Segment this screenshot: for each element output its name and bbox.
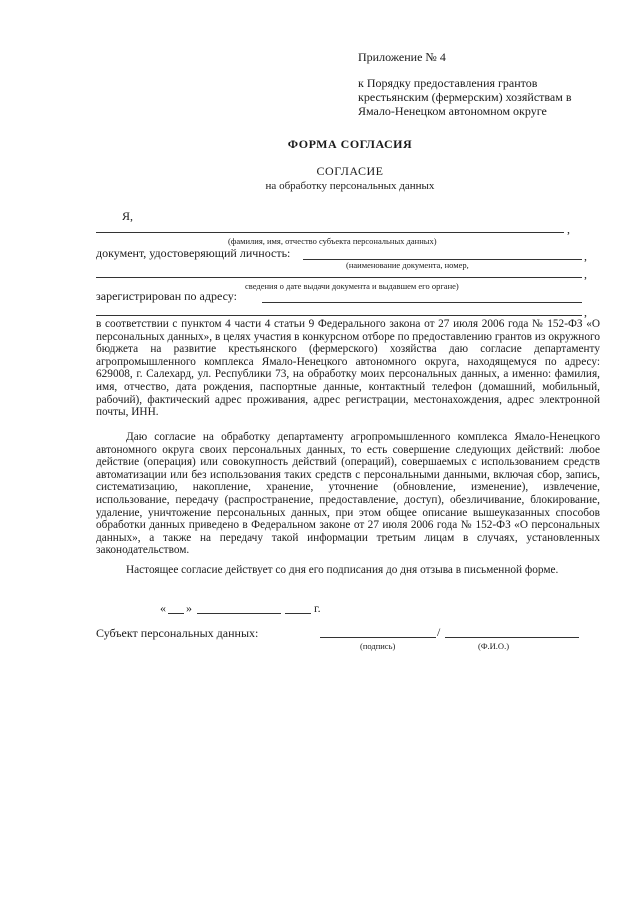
signature-label: Субъект персональных данных: [96,626,259,640]
doc-details-line[interactable] [96,277,582,278]
signature-slash: / [437,625,441,639]
address-label: зарегистрирован по адресу: [96,289,237,303]
appendix-line-3: Ямало-Ненецком автономном округе [358,104,547,118]
date-day-line[interactable] [168,613,184,614]
date-close-quote: » [186,601,192,615]
fio-hint: (фамилия, имя, отчество субъекта персональных данных) [228,236,437,246]
paragraph-2: Даю согласие на обработку департаменту агропромышленного комплекса Ямало-Ненецкого автономного округа своих персональных данных, то есть совершение следующих действий: любое действие (операция) или совокупность действий (операций), совершаемых с использованием средств автоматизации или без использования таких средств с персональными данными, включая сбор, запись, систематизацию, накопление, хранение, уточнение (обновление, изменение), извлечение, использование, передачу (распространение, предоставление, доступ), обезличивание, блокирование, удаление, уничтожение персональных данных, при этом общее описание вышеуказанных способов обработки данных приведено в Федеральном законе от 27 июля 2006 года № 152-ФЗ «О персональных данных», а также на передачу такой информации третьим лицам в случаях, установленных законодательством. [96,431,600,557]
fio-comma: , [567,222,570,236]
appendix-number: Приложение № 4 [358,50,446,64]
doc-details-comma: , [584,267,587,281]
date-year-suffix: г. [314,601,321,615]
fio-line[interactable] [96,232,564,233]
date-open-quote: « [160,601,166,615]
signature-hint: (подпись) [360,641,396,651]
name-line[interactable] [445,637,579,638]
form-title: ФОРМА СОГЛАСИЯ [287,137,413,151]
address-comma: , [584,305,587,319]
name-hint: (Ф.И.О.) [478,641,510,651]
date-month-line[interactable] [197,613,281,614]
consent-subtitle: на обработку персональных данных [265,180,435,192]
appendix-line-1: к Порядку предоставления грантов [358,76,538,90]
address-line-2[interactable] [96,315,582,316]
doc-details-hint: сведения о дате выдачи документа и выдавшем его органе) [245,281,459,291]
paragraph-3: Настоящее согласие действует со дня его подписания до дня отзыва в письменной форме. [126,564,559,576]
doc-label: документ, удостоверяющий личность: [96,246,291,260]
appendix-line-2: крестьянским (фермерским) хозяйствам в [358,90,572,104]
i-label: Я, [122,209,134,223]
signature-line[interactable] [320,637,436,638]
doc-hint: (наименование документа, номер, [346,260,469,270]
consent-title: СОГЛАСИЕ [316,164,384,178]
address-line[interactable] [262,302,582,303]
date-year-line[interactable] [285,613,311,614]
doc-comma: , [584,249,587,263]
paragraph-1: в соответствии с пунктом 4 части 4 статьи 9 Федерального закона от 27 июля 2006 года № 152-ФЗ «О персональных данных», в целях участия в конкурсном отборе по предоставлению грантов из окружного бюджета на развитие крестьянского (фермерского) хозяйства даю согласие департаменту агропромышленного комплекса Ямало-Ненецкого автономного округа, находящемуся по адресу: 629008, г. Салехард, ул. Республики 73, на обработку моих персональных данных, а именно: фамилия, имя, отчество, дата рождения, паспортные данные, контактный телефон (домашний, мобильный, рабочий), фактический адрес проживания, адрес регистрации, местонахождения, адрес электронной почты, ИНН. [96,318,600,419]
